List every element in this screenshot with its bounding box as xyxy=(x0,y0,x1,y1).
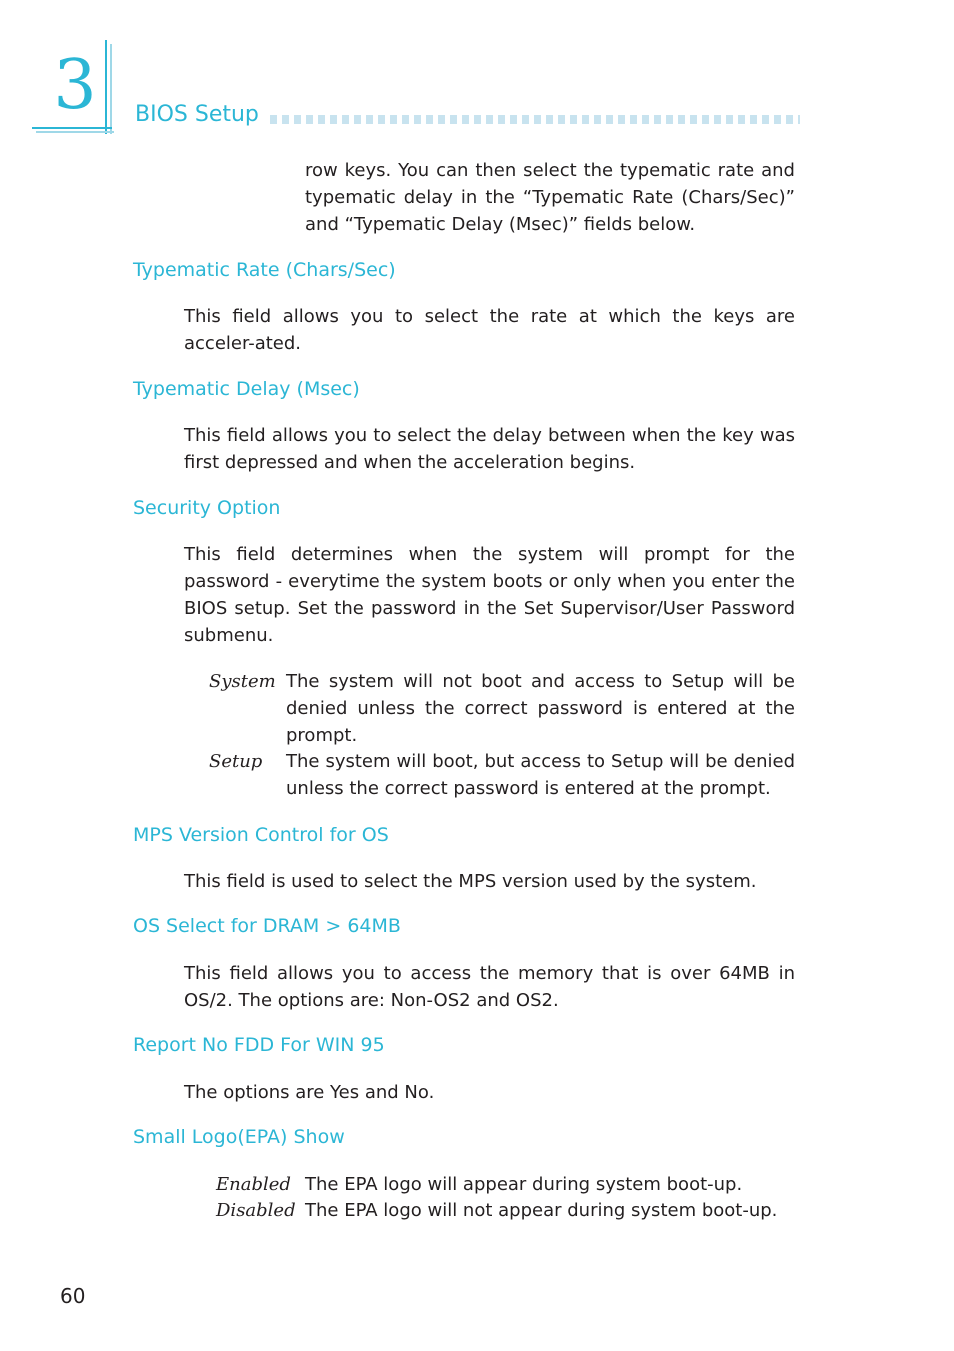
header-dotted-rule xyxy=(270,115,800,124)
heading-typematic-rate: Typematic Rate (Chars/Sec) xyxy=(133,259,396,281)
chapter-number: 3 xyxy=(53,46,97,125)
heading-typematic-delay: Typematic Delay (Msec) xyxy=(133,378,360,400)
heading-small-logo: Small Logo(EPA) Show xyxy=(133,1126,345,1148)
option-term-enabled: Enabled xyxy=(216,1174,291,1195)
mps-version-description: This field is used to select the MPS version used by the system. xyxy=(184,871,757,892)
report-no-fdd-description: The options are Yes and No. xyxy=(184,1082,435,1103)
heading-report-no-fdd: Report No FDD For WIN 95 xyxy=(133,1034,385,1056)
typematic-rate-description: This field allows you to select the rate at which the keys are acceler-ated. xyxy=(184,306,795,354)
typematic-delay-description: This field allows you to select the delay between when the key was first depressed and when the acceleration begins. xyxy=(184,425,795,473)
option-term-system: System xyxy=(209,671,276,692)
option-description-system: The system will not boot and access to Setup will be denied unless the correct password is entered at the prompt. xyxy=(286,671,795,746)
heading-mps-version: MPS Version Control for OS xyxy=(133,824,389,846)
intro-paragraph: row keys. You can then select the typematic rate and typematic delay in the “Typematic Rate (Chars/Sec)” and “Typematic Delay (Msec)” fields below. xyxy=(305,160,795,235)
page-number: 60 xyxy=(60,1284,86,1308)
option-term-setup: Setup xyxy=(209,751,263,772)
heading-os-select: OS Select for DRAM > 64MB xyxy=(133,915,401,937)
page-header-title: BIOS Setup xyxy=(135,102,259,127)
heading-security-option: Security Option xyxy=(133,497,281,519)
security-option-description: This field determines when the system will prompt for the password - everytime the system boots or only when you enter the BIOS setup. Set the password in the Set Supervisor/User Password submenu. xyxy=(184,544,795,646)
option-description-enabled: The EPA logo will appear during system boot-up. xyxy=(305,1174,743,1195)
option-description-disabled: The EPA logo will not appear during system boot-up. xyxy=(305,1200,778,1221)
os-select-description: This field allows you to access the memory that is over 64MB in OS/2. The options are: Non-OS2 and OS2. xyxy=(184,963,795,1011)
option-description-setup: The system will boot, but access to Setup will be denied unless the correct password is entered at the prompt. xyxy=(286,751,795,799)
option-term-disabled: Disabled xyxy=(216,1200,296,1221)
